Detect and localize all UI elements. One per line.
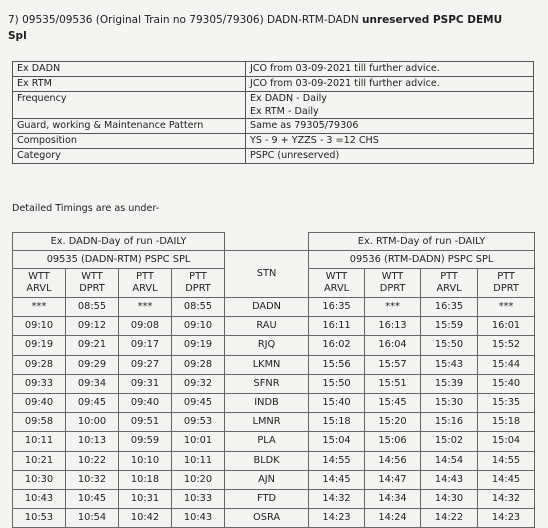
timing-row [13,317,535,336]
time-cell: 09:40 [119,393,172,412]
station-cell: AJN [225,470,309,489]
timing-row [13,393,535,412]
time-cell: 15:20 [365,413,421,432]
time-cell: 15:39 [421,374,478,393]
time-cell: 09:53 [172,413,225,432]
time-cell: 14:56 [365,451,421,470]
time-cell: 15:51 [365,374,421,393]
info-value [246,62,534,77]
stn-header: STN [225,251,309,298]
column-header [119,269,172,298]
time-cell: 15:52 [478,336,535,355]
time-cell: 16:35 [421,298,478,317]
station-cell: DADN [225,298,309,317]
column-header-line: ARVL [436,283,462,294]
time-cell: 15:35 [478,393,535,412]
time-cell: 09:40 [13,393,66,412]
info-value-line: JCO from 03-09-2021 till further advice. [250,63,440,74]
time-cell: 14:55 [309,451,365,470]
info-value [246,77,534,92]
info-key: Category [13,149,246,164]
info-value [246,119,534,134]
time-cell: 09:31 [119,374,172,393]
time-cell: 10:18 [119,470,172,489]
info-value-line: Ex DADN - Daily [250,93,327,104]
column-header [66,269,119,298]
timing-row [13,432,535,451]
time-cell: 14:32 [478,489,535,508]
time-cell: 10:10 [119,451,172,470]
time-cell: 16:11 [309,317,365,336]
time-cell: 09:32 [172,374,225,393]
time-cell: 09:45 [172,393,225,412]
column-header-line: ARVL [132,283,158,294]
column-header-line: ARVL [26,283,52,294]
column-header-line: DPRT [79,283,105,294]
time-cell: 15:45 [365,393,421,412]
time-cell: 16:35 [309,298,365,317]
column-header-line: PTT [440,271,458,282]
column-header-line: PTT [189,271,207,282]
info-value [246,92,534,119]
info-row [13,119,534,134]
station-cell: OSRA [225,509,309,528]
station-cell: RJQ [225,336,309,355]
station-cell: FTD [225,489,309,508]
time-cell: 09:12 [66,317,119,336]
station-cell: RAU [225,317,309,336]
timing-row [13,374,535,393]
time-cell: 10:00 [66,413,119,432]
column-header [365,269,421,298]
column-header [309,269,365,298]
info-key: Ex DADN [13,62,246,77]
column-header-line: DPRT [379,283,406,294]
time-cell: 10:43 [13,489,66,508]
station-cell: LMNR [225,413,309,432]
time-cell: 10:20 [172,470,225,489]
time-cell: 14:23 [309,509,365,528]
time-cell: 09:19 [172,336,225,355]
timing-table [12,232,535,528]
time-cell: 10:54 [66,509,119,528]
info-table [12,61,534,164]
time-cell: 14:54 [421,451,478,470]
time-cell: 14:45 [478,470,535,489]
time-cell: 14:45 [309,470,365,489]
station-cell: INDB [225,393,309,412]
timing-row [13,413,535,432]
info-row [13,77,534,92]
time-cell: 08:55 [66,298,119,317]
gap-cell [225,233,309,251]
timing-row [13,298,535,317]
time-cell: 09:27 [119,355,172,374]
info-row [13,92,534,119]
time-cell: 15:04 [478,432,535,451]
column-header-line: ARVL [323,283,350,294]
time-cell: 14:55 [478,451,535,470]
time-cell: 09:28 [13,355,66,374]
time-cell: 14:30 [421,489,478,508]
column-header-line: PTT [136,271,154,282]
time-cell: 10:11 [13,432,66,451]
section-heading [8,12,540,44]
time-cell: 09:59 [119,432,172,451]
info-key: Frequency [13,92,246,119]
time-cell: 09:45 [66,393,119,412]
time-cell: 15:16 [421,413,478,432]
time-cell: 15:40 [478,374,535,393]
time-cell: 14:23 [478,509,535,528]
column-header-line: WTT [381,271,404,282]
time-cell: 14:43 [421,470,478,489]
time-cell: 16:13 [365,317,421,336]
time-cell: 15:43 [421,355,478,374]
left-day-header: Ex. DADN-Day of run -DAILY [13,233,225,251]
time-cell: 15:57 [365,355,421,374]
time-cell: 09:29 [66,355,119,374]
train-type: unreserved PSPC DEMU [362,14,503,26]
column-header [478,269,535,298]
time-cell: 09:33 [13,374,66,393]
time-cell: 16:04 [365,336,421,355]
time-cell: 15:02 [421,432,478,451]
column-header-line: WTT [325,271,348,282]
time-cell: 10:22 [66,451,119,470]
time-cell: 15:50 [421,336,478,355]
info-value [246,134,534,149]
station-cell: PLA [225,432,309,451]
info-value-line: Ex RTM - Daily [250,106,319,117]
column-header-line: WTT [28,271,50,282]
time-cell: 15:18 [309,413,365,432]
time-cell: 10:31 [119,489,172,508]
time-cell: 09:51 [119,413,172,432]
time-cell: 15:56 [309,355,365,374]
time-cell: 14:22 [421,509,478,528]
train-title: 09535/09536 (Original Train no 79305/79306) DADN-RTM-DADN [22,14,359,26]
time-cell: 09:17 [119,336,172,355]
column-header [421,269,478,298]
time-cell: 09:21 [66,336,119,355]
time-cell: 14:47 [365,470,421,489]
time-cell: 16:01 [478,317,535,336]
time-cell: 10:01 [172,432,225,451]
timing-row [13,336,535,355]
time-cell: 10:45 [66,489,119,508]
time-cell: 10:30 [13,470,66,489]
info-value-line: Same as 79305/79306 [250,120,359,131]
left-train-header: 09535 (DADN-RTM) PSPC SPL [13,251,225,269]
time-cell: 14:32 [309,489,365,508]
time-cell: 10:43 [172,509,225,528]
time-cell: 10:32 [66,470,119,489]
info-value-line: YS - 9 + YZZS - 3 =12 CHS [250,135,379,146]
time-cell: 10:13 [66,432,119,451]
time-cell: *** [13,298,66,317]
time-cell: 09:19 [13,336,66,355]
time-cell: 15:40 [309,393,365,412]
time-cell: 08:55 [172,298,225,317]
right-train-header: 09536 (RTM-DADN) PSPC SPL [309,251,535,269]
time-cell: 10:21 [13,451,66,470]
time-cell: 10:53 [13,509,66,528]
info-key: Composition [13,134,246,149]
time-cell: 09:58 [13,413,66,432]
column-header [172,269,225,298]
time-cell: *** [365,298,421,317]
time-cell: *** [119,298,172,317]
time-cell: 16:02 [309,336,365,355]
info-row [13,134,534,149]
station-cell: SFNR [225,374,309,393]
time-cell: 15:59 [421,317,478,336]
info-row [13,149,534,164]
time-cell: 10:42 [119,509,172,528]
column-header-line: DPRT [185,283,211,294]
time-cell: 10:33 [172,489,225,508]
time-cell: 15:50 [309,374,365,393]
info-value-line: JCO from 03-09-2021 till further advice. [250,78,440,89]
info-key: Ex RTM [13,77,246,92]
time-cell: 09:34 [66,374,119,393]
station-cell: LKMN [225,355,309,374]
time-cell: 14:24 [365,509,421,528]
time-cell: 15:06 [365,432,421,451]
intro-text: Detailed Timings are as under- [12,203,160,214]
time-cell: 10:11 [172,451,225,470]
time-cell: 09:10 [13,317,66,336]
timing-row [13,470,535,489]
time-cell: 15:30 [421,393,478,412]
column-header-line: WTT [81,271,103,282]
time-cell: 14:34 [365,489,421,508]
time-cell: 15:18 [478,413,535,432]
right-day-header: Ex. RTM-Day of run -DAILY [309,233,535,251]
timing-row [13,355,535,374]
column-header [13,269,66,298]
timing-row [13,489,535,508]
station-cell: BLDK [225,451,309,470]
time-cell: 09:10 [172,317,225,336]
info-row [13,62,534,77]
info-key: Guard, working & Maintenance Pattern [13,119,246,134]
column-header-line: DPRT [493,283,519,294]
time-cell: 09:08 [119,317,172,336]
train-type-cont: Spl [8,30,27,42]
time-cell: 15:44 [478,355,535,374]
info-value-line: PSPC (unreserved) [250,150,340,161]
time-cell: 15:04 [309,432,365,451]
time-cell: *** [478,298,535,317]
section-number: 7) [8,14,19,26]
column-header-line: PTT [497,271,515,282]
info-value [246,149,534,164]
time-cell: 09:28 [172,355,225,374]
timing-row [13,509,535,528]
timing-row [13,451,535,470]
